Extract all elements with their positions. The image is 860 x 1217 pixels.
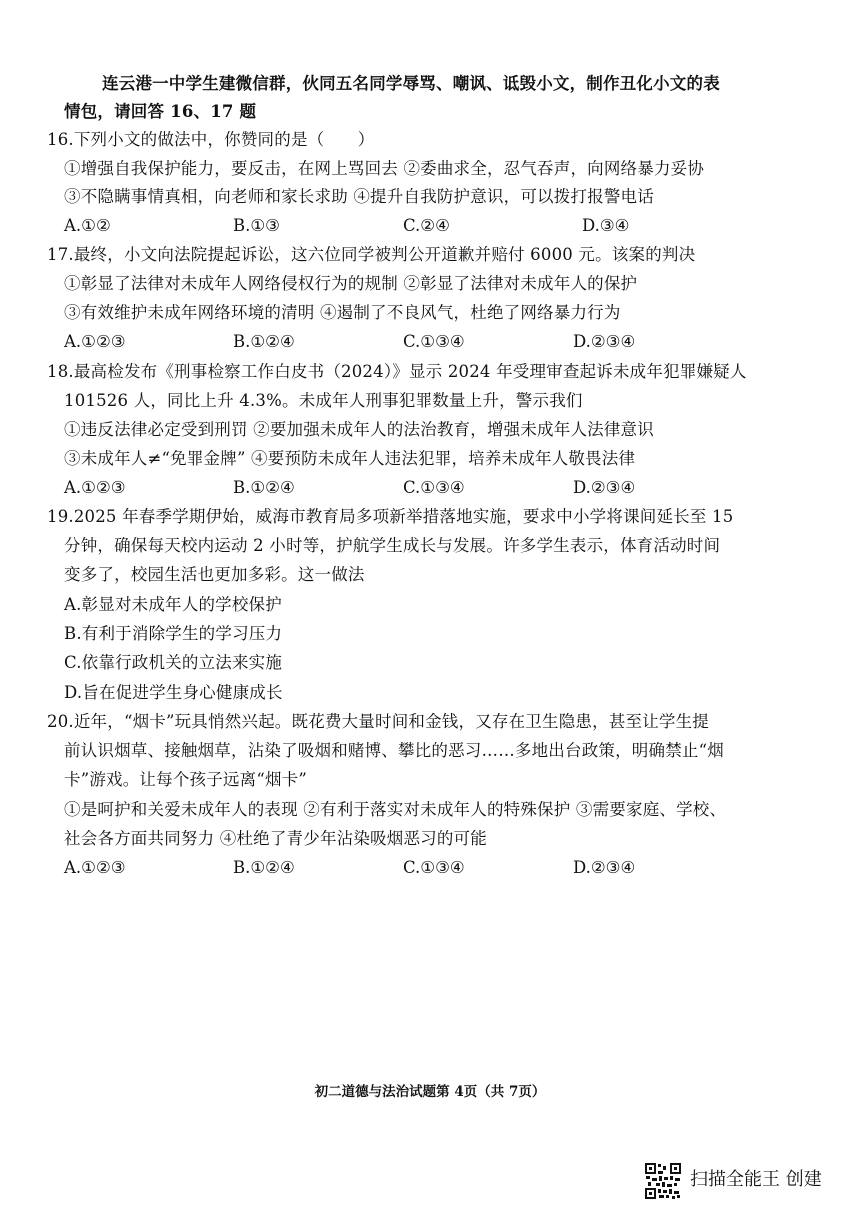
q19-option-d: D.旨在促进学生身心健康成长 — [64, 683, 283, 702]
intro-line-2: 情包，请回答 16、17 题 — [64, 102, 257, 121]
q19-option-a: A.彰显对未成年人的学校保护 — [64, 595, 282, 614]
q20-statement-1: ①是呵护和关爱未成年人的表现 ②有利于落实对未成年人的特殊保护 ③需要家庭、学校、 — [64, 800, 727, 819]
q17-option-c: C.①③④ — [403, 332, 465, 351]
q18-option-a: A.①②③ — [64, 478, 126, 497]
watermark-text: 扫描全能王 创建 — [690, 1169, 822, 1190]
q20-stem-1: 20.近年，“烟卡”玩具悄然兴起。既花费大量时间和金钱，又存在卫生隐患，甚至让学生提 — [47, 712, 710, 731]
q20-statement-2: 社会各方面共同努力 ④杜绝了青少年沾染吸烟恶习的可能 — [64, 829, 487, 848]
q19-option-b: B.有利于消除学生的学习压力 — [64, 624, 283, 643]
q18-option-d: D.②③④ — [573, 478, 636, 497]
page-footer: 初二道德与法治试题第 4页（共 7页） — [314, 1084, 546, 1100]
q20-stem-3: 卡”游戏。让每个孩子远离“烟卡” — [64, 770, 308, 789]
q18-stem-1: 18.最高检发布《刑事检察工作白皮书（2024）》显示 2024 年受理审查起诉未成年犯罪嫌疑人 — [47, 362, 747, 381]
q16-statement-1: ①增强自我保护能力，要反击，在网上骂回去 ②委曲求全，忍气吞声，向网络暴力妥协 — [64, 159, 705, 178]
q19-stem-1: 19.2025 年春季学期伊始，威海市教育局多项新举措落地实施，要求中小学将课间延长至 15 — [47, 507, 734, 526]
q18-stem-2: 101526 人，同比上升 4.3%。未成年人刑事犯罪数量上升，警示我们 — [64, 391, 583, 410]
q17-stem: 17.最终，小文向法院提起诉讼，这六位同学被判公开道歉并赔付 6000 元。该案的判决 — [47, 245, 696, 264]
scanner-watermark — [644, 1160, 844, 1200]
intro-line-1: 连云港一中学生建微信群，伙同五名同学辱骂、嘲讽、诋毁小文，制作丑化小文的表 — [102, 74, 720, 93]
q17-option-a: A.①②③ — [64, 332, 126, 351]
q16-statement-2: ③不隐瞒事情真相，向老师和家长求助 ④提升自我防护意识，可以拨打报警电话 — [64, 187, 654, 206]
q18-option-b: B.①②④ — [233, 478, 295, 497]
q20-option-b: B.①②④ — [233, 858, 295, 877]
q16-option-c: C.②④ — [403, 216, 450, 235]
q20-stem-2: 前认识烟草、接触烟草，沾染了吸烟和赌博、攀比的恶习……多地出台政策，明确禁止“烟 — [64, 741, 724, 760]
q18-statement-2: ③未成年人≠“免罪金牌” ④要预防未成年人违法犯罪，培养未成年人敬畏法律 — [64, 449, 636, 468]
q18-option-c: C.①③④ — [403, 478, 465, 497]
q18-statement-1: ①违反法律必定受到刑罚 ②要加强未成年人的法治教育，增强未成年人法律意识 — [64, 420, 654, 439]
q17-statement-2: ③有效维护未成年网络环境的清明 ④遏制了不良风气，杜绝了网络暴力行为 — [64, 303, 621, 322]
q17-statement-1: ①彰显了法律对未成年人网络侵权行为的规制 ②彰显了法律对未成年人的保护 — [64, 274, 638, 293]
q19-option-c: C.依靠行政机关的立法来实施 — [64, 653, 283, 672]
q19-stem-2: 分钟，确保每天校内运动 2 小时等，护航学生成长与发展。许多学生表示，体育活动时间 — [64, 536, 721, 555]
q16-stem: 16.下列小文的做法中，你赞同的是（ ） — [47, 130, 375, 149]
q20-option-d: D.②③④ — [573, 858, 636, 877]
q20-option-a: A.①②③ — [64, 858, 126, 877]
q17-option-d: D.②③④ — [573, 332, 636, 351]
q19-stem-3: 变多了，校园生活也更加多彩。这一做法 — [64, 565, 365, 584]
q17-option-b: B.①②④ — [233, 332, 295, 351]
q20-option-c: C.①③④ — [403, 858, 465, 877]
q16-option-d: D.③④ — [582, 216, 630, 235]
q16-option-b: B.①③ — [233, 216, 280, 235]
qr-code-icon — [644, 1162, 682, 1200]
q16-option-a: A.①② — [64, 216, 111, 235]
